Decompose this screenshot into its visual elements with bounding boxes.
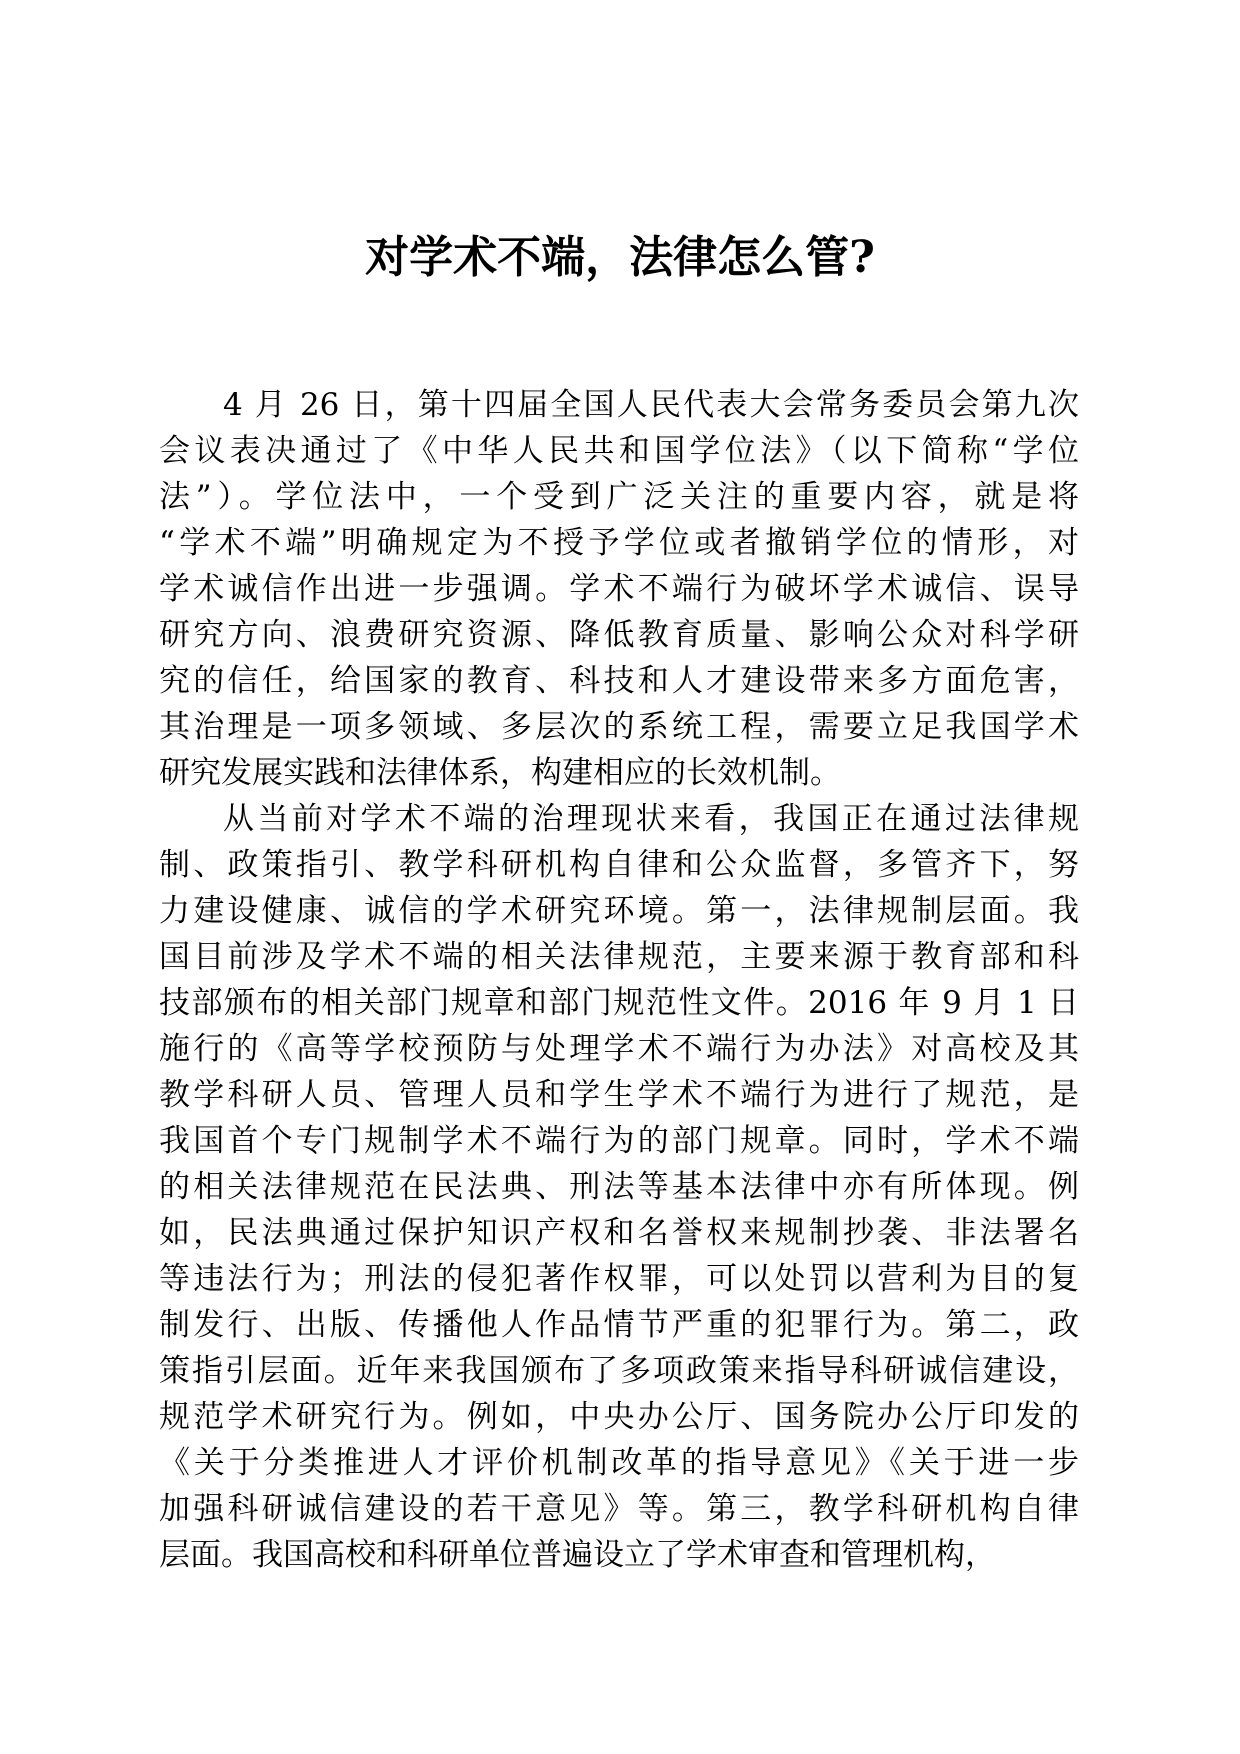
paragraph-2 bbox=[159, 796, 1079, 1578]
paragraph-line: 等违法行为；刑法的侵犯著作权罪，可以处罚以营利为目的复 bbox=[159, 1261, 1079, 1297]
paragraph-line: 其治理是一项多领域、多层次的系统工程，需要立足我国学术 bbox=[159, 709, 1079, 745]
paragraph-line: 制发行、出版、传播他人作品情节严重的犯罪行为。第二，政 bbox=[159, 1307, 1079, 1343]
paragraph-line: 法”）。学位法中，一个受到广泛关注的重要内容，就是将 bbox=[159, 479, 1079, 515]
article-title: 对学术不端，法律怎么管? bbox=[365, 232, 875, 283]
paragraph-line: 如，民法典通过保护知识产权和名誉权来规制抄袭、非法署名 bbox=[159, 1215, 1079, 1251]
paragraph-line: 规范学术研究行为。例如，中央办公厅、国务院办公厅印发的 bbox=[159, 1399, 1079, 1435]
paragraph-line: “学术不端”明确规定为不授予学位或者撤销学位的情形，对 bbox=[159, 525, 1079, 561]
paragraph-line: 加强科研诚信建设的若干意见》等。第三，教学科研机构自律 bbox=[159, 1491, 1079, 1527]
paragraph-line: 国目前涉及学术不端的相关法律规范，主要来源于教育部和科 bbox=[159, 939, 1079, 975]
paragraph-line: 从当前对学术不端的治理现状来看，我国正在通过法律规 bbox=[223, 801, 1079, 837]
paragraph-line: 会议表决通过了《中华人民共和国学位法》（以下简称“学位 bbox=[159, 433, 1079, 469]
paragraph-line: 我国首个专门规制学术不端行为的部门规章。同时，学术不端 bbox=[159, 1123, 1079, 1159]
paragraph-line: 策指引层面。近年来我国颁布了多项政策来指导科研诚信建设， bbox=[159, 1353, 1079, 1389]
paragraph-line: 层面。我国高校和科研单位普遍设立了学术审查和管理机构， bbox=[159, 1537, 996, 1573]
paragraph-line: 制、政策指引、教学科研机构自律和公众监督，多管齐下，努 bbox=[159, 847, 1079, 883]
paragraph-line: 教学科研人员、管理人员和学生学术不端行为进行了规范，是 bbox=[159, 1077, 1079, 1113]
paragraph-line: 力建设健康、诚信的学术研究环境。第一，法律规制层面。我 bbox=[159, 893, 1079, 929]
article-body bbox=[159, 382, 1079, 1578]
paragraph-line: 4 月 26 日，第十四届全国人民代表大会常务委员会第九次 bbox=[223, 387, 1079, 423]
paragraph-line: 研究方向、浪费研究资源、降低教育质量、影响公众对科学研 bbox=[159, 617, 1079, 653]
paragraph-line: 学术诚信作出进一步强调。学术不端行为破坏学术诚信、误导 bbox=[159, 571, 1079, 607]
paragraph-line: 究的信任，给国家的教育、科技和人才建设带来多方面危害， bbox=[159, 663, 1079, 699]
paragraph-line: 研究发展实践和法律体系，构建相应的长效机制。 bbox=[159, 755, 841, 791]
paragraph-line: 的相关法律规范在民法典、刑法等基本法律中亦有所体现。例 bbox=[159, 1169, 1079, 1205]
paragraph-1 bbox=[159, 382, 1079, 796]
paragraph-line: 《关于分类推进人才评价机制改革的指导意见》《关于进一步 bbox=[159, 1445, 1079, 1481]
paragraph-line: 技部颁布的相关部门规章和部门规范性文件。2016 年 9 月 1 日 bbox=[159, 985, 1079, 1021]
paragraph-line: 施行的《高等学校预防与处理学术不端行为办法》对高校及其 bbox=[159, 1031, 1079, 1067]
